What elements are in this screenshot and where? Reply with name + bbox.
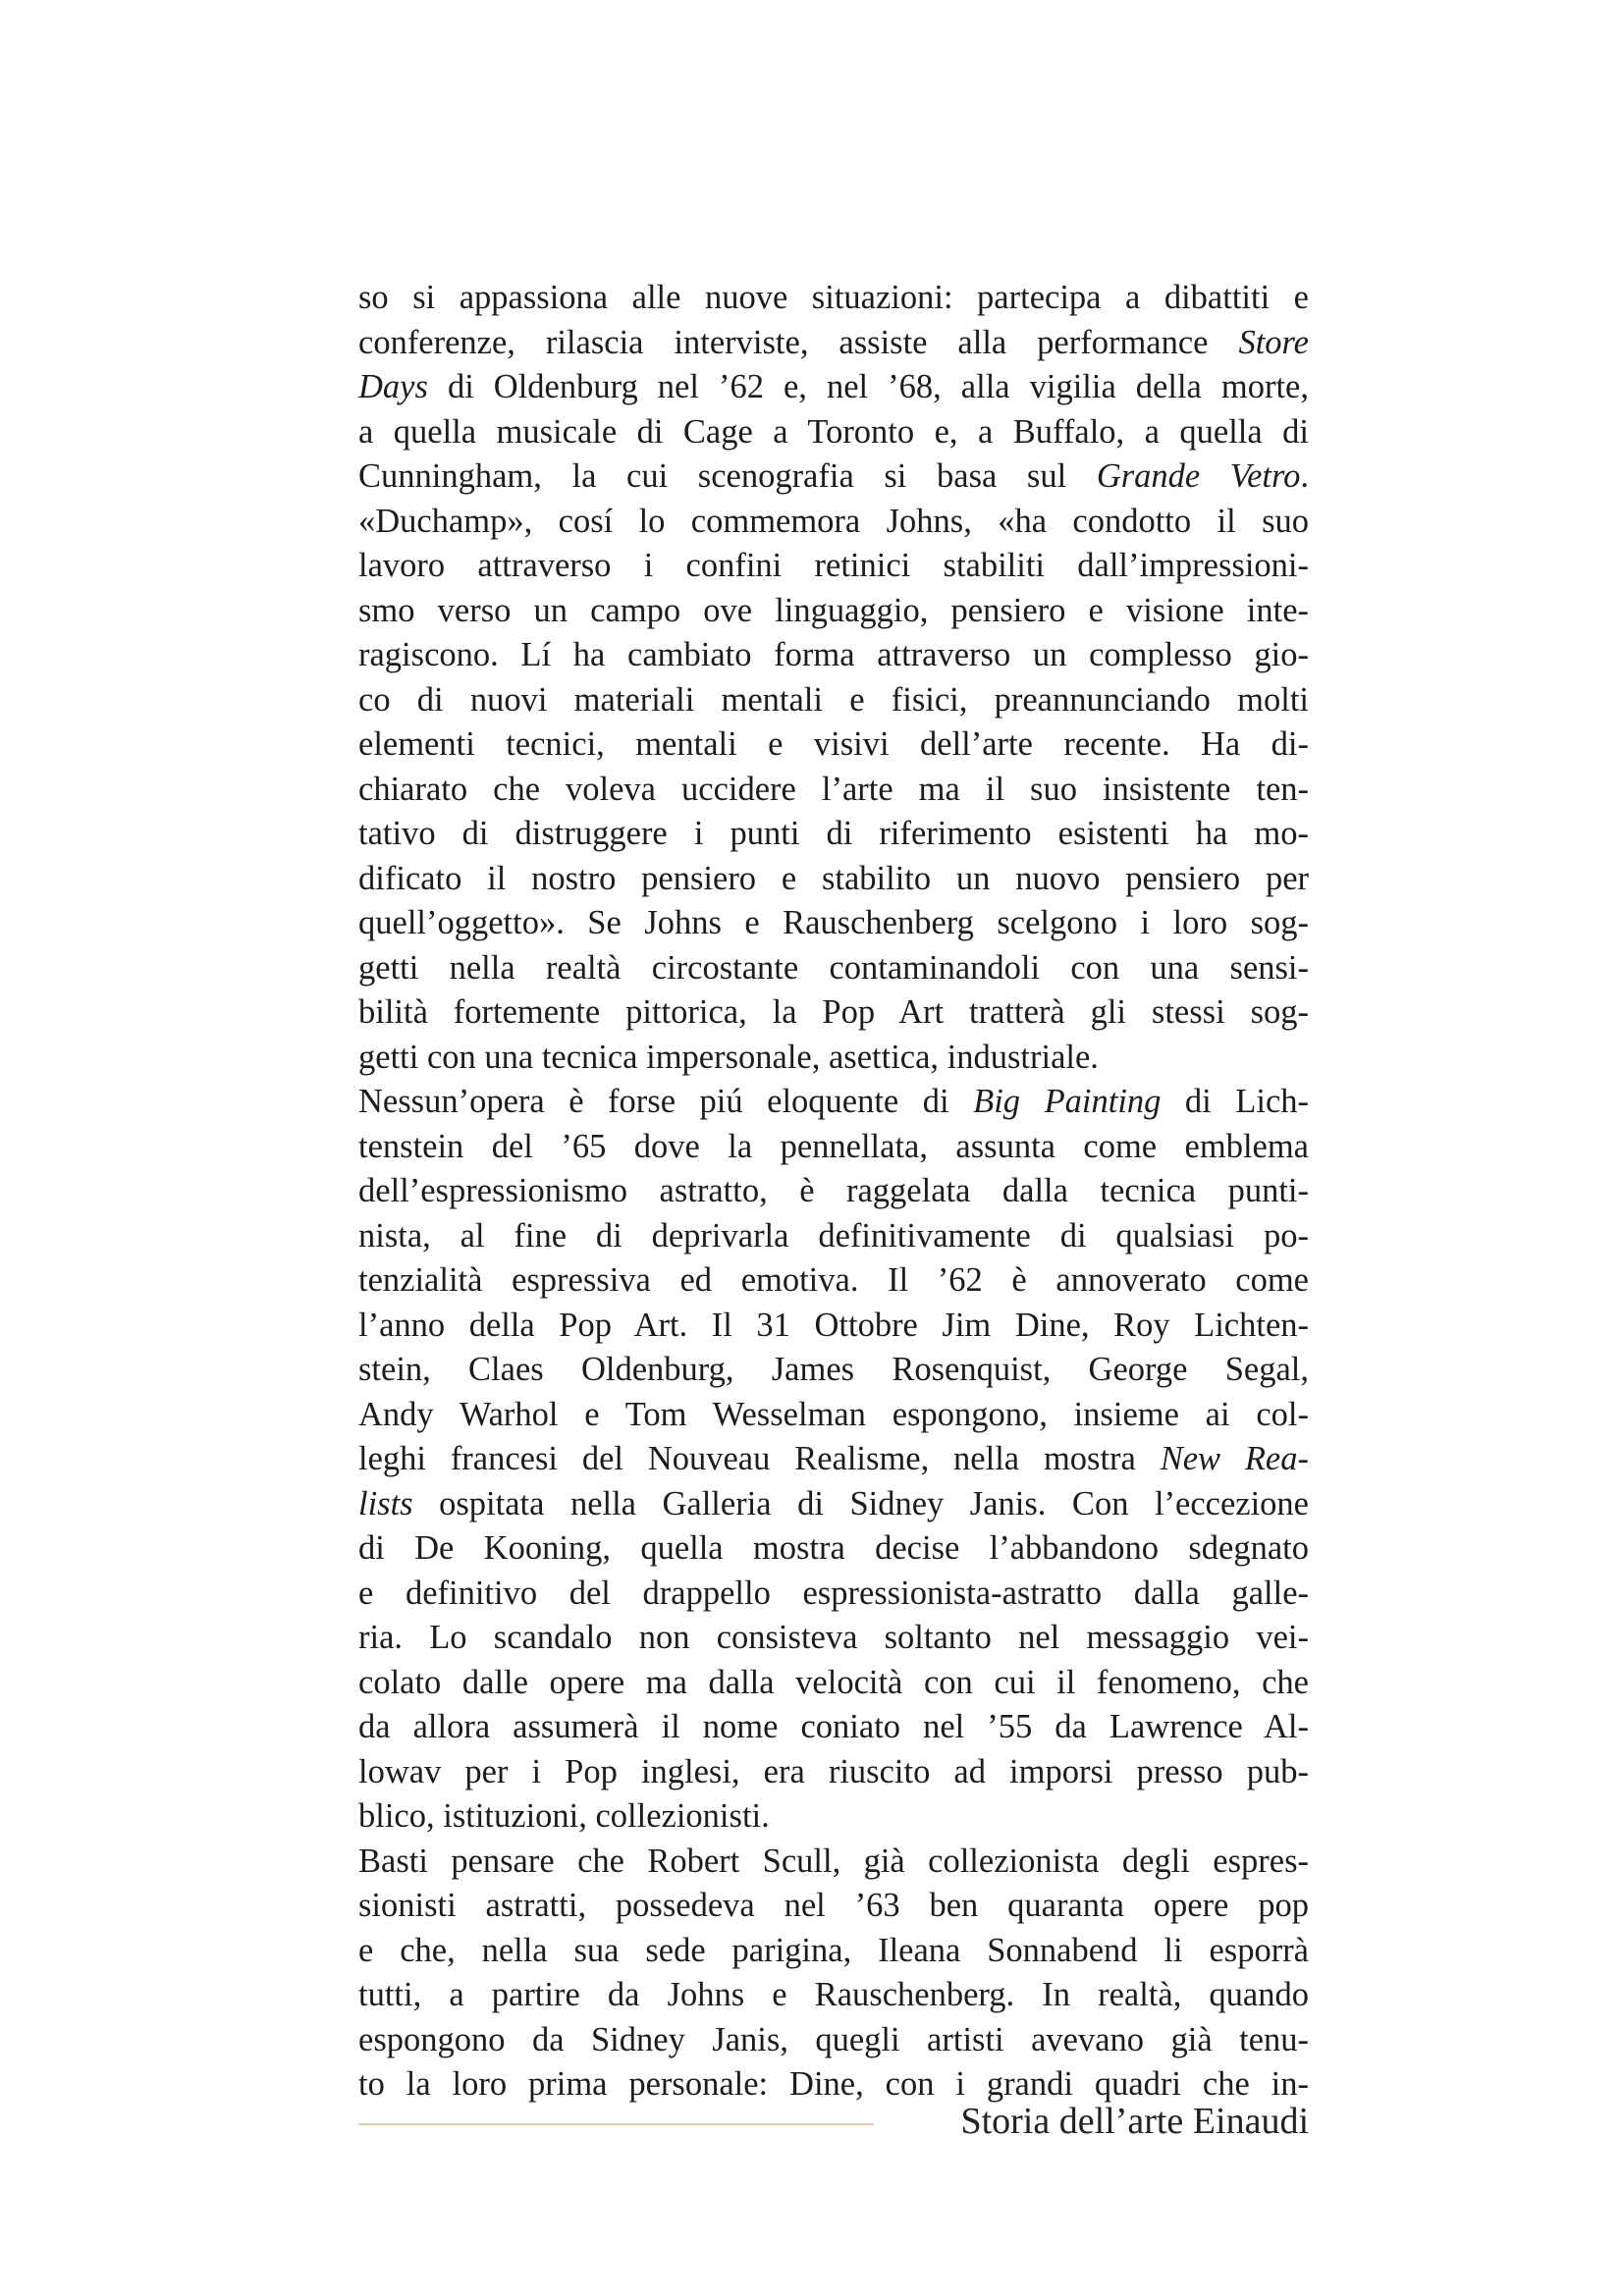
line-text: tutti, a partire da Johns e Rauschenberg. In realtà, quando: [358, 1976, 1309, 2013]
line-text: bilità fortemente pittorica, la Pop Art tratterà gli stessi sog-: [358, 993, 1309, 1031]
line-text: «Duchamp», cosí lo commemora Johns, «ha condotto il suo: [358, 502, 1309, 540]
text-line: [358, 1705, 1309, 1750]
text-line: [358, 1482, 1309, 1527]
italic-title: Grande Vetro: [1096, 457, 1301, 495]
text-line: [358, 1929, 1309, 1974]
line-text: Basti pensare che Robert Scull, già collezionista degli espres-: [358, 1842, 1309, 1880]
text-line: [358, 1125, 1309, 1170]
line-text: di Lich-: [1161, 1083, 1309, 1120]
text-line: [358, 276, 1309, 321]
line-text: tenstein del ’65 dove la pennellata, assunta come emblema: [358, 1127, 1309, 1165]
text-line: [358, 633, 1309, 678]
body-text: [358, 276, 1309, 2108]
footer-title: Storia dell’arte Einaudi: [960, 2101, 1309, 2142]
line-text: chiarato che voleva uccidere l’arte ma il suo insistente ten-: [358, 770, 1309, 808]
text-line: [358, 812, 1309, 857]
text-line: [358, 990, 1309, 1036]
line-text: lavoro attraverso i confini retinici stabiliti dall’impressioni-: [358, 547, 1309, 584]
text-line: [358, 1214, 1309, 1259]
line-text: a quella musicale di Cage a Toronto e, a Buffalo, a quella di: [358, 412, 1309, 451]
line-text: Andy Warhol e Tom Wesselman espongono, insieme ai col-: [358, 1395, 1309, 1433]
line-text: di De Kooning, quella mostra decise l’abbandono sdegnato: [358, 1529, 1309, 1567]
line-text: ospitata nella Galleria di Sidney Janis. Con l’eccezione: [412, 1484, 1309, 1522]
text-line: [358, 454, 1309, 500]
line-text: to la loro prima personale: Dine, con i grandi quadri che in-: [358, 2065, 1309, 2103]
text-line: [358, 500, 1309, 545]
text-line: [358, 589, 1309, 634]
footer-rule: [358, 2123, 874, 2125]
line-text: smo verso un campo ove linguaggio, pensiero e visione inte-: [358, 591, 1309, 629]
line-text: espongono da Sidney Janis, quegli artisti avevano già tenu-: [358, 2020, 1309, 2058]
text-line: [358, 1036, 1309, 1081]
italic-title: Big Painting: [973, 1083, 1162, 1120]
text-line: [358, 1572, 1309, 1617]
text-line: [358, 768, 1309, 813]
text-line: [358, 410, 1309, 455]
italic-title: Store: [1238, 323, 1309, 361]
line-text: getti con una tecnica impersonale, asettica, industriale.: [358, 1038, 1099, 1076]
italic-title: Days: [358, 368, 428, 405]
line-text: conferenze, rilascia interviste, assiste alla performance: [358, 323, 1239, 361]
text-line: [358, 1304, 1309, 1349]
text-line: [358, 1169, 1309, 1214]
text-line: [358, 901, 1309, 946]
text-line: [358, 1393, 1309, 1438]
text-line: [358, 1080, 1309, 1125]
text-line: [358, 1661, 1309, 1706]
line-text: ragiscono. Lí ha cambiato forma attraverso un complesso gio-: [358, 636, 1309, 673]
line-text: so si appassiona alle nuove situazioni: partecipa a dibattiti e: [358, 279, 1309, 316]
text-line: [358, 1258, 1309, 1304]
line-text: getti nella realtà circostante contaminandoli con una sensi-: [358, 948, 1309, 987]
italic-title: lists: [358, 1484, 413, 1522]
line-text: da allora assumerà il nome coniato nel ’55 da Lawrence Al-: [358, 1708, 1309, 1745]
line-text: lowav per i Pop inglesi, era riuscito ad imporsi presso pub-: [358, 1752, 1309, 1790]
line-text: blico, istituzioni, collezionisti.: [358, 1797, 770, 1835]
line-text: co di nuovi materiali mentali e fisici, preannunciando molti: [358, 680, 1309, 719]
italic-title: New Rea-: [1160, 1440, 1309, 1477]
line-text: elementi tecnici, mentali e visivi dell’arte recente. Ha di-: [358, 725, 1309, 763]
line-text: Cunningham, la cui scenografia si basa sul: [358, 457, 1097, 495]
text-line: [358, 678, 1309, 723]
text-line: [358, 1616, 1309, 1661]
text-line: [358, 1750, 1309, 1795]
line-text: tativo di distruggere i punti di riferimento esistenti ha mo-: [358, 815, 1309, 852]
line-text: l’anno della Pop Art. Il 31 Ottobre Jim Dine, Roy Lichten-: [358, 1306, 1309, 1344]
line-text: quell’oggetto». Se Johns e Rauschenberg scelgono i loro sog-: [358, 904, 1309, 941]
line-text: Nessun’opera è forse piú eloquente di: [358, 1083, 974, 1120]
line-text: dificato il nostro pensiero e stabilito un nuovo pensiero per: [358, 859, 1309, 897]
line-text: sionisti astratti, possedeva nel ’63 ben quaranta opere pop: [358, 1887, 1309, 1924]
text-line: [358, 1973, 1309, 2018]
text-line: [358, 1794, 1309, 1840]
line-text: leghi francesi del Nouveau Realisme, nella mostra: [358, 1440, 1161, 1477]
text-line: [358, 946, 1309, 991]
text-line: [358, 1437, 1309, 1482]
text-line: [358, 722, 1309, 768]
line-text: di Oldenburg nel ’62 e, nel ’68, alla vigilia della morte,: [427, 368, 1309, 405]
text-line: [358, 1348, 1309, 1393]
line-text: e che, nella sua sede parigina, Ileana Sonnabend li esporrà: [358, 1931, 1309, 1969]
line-text: colato dalle opere ma dalla velocità con cui il fenomeno, che: [358, 1663, 1309, 1701]
line-text: ria. Lo scandalo non consisteva soltanto nel messaggio vei-: [358, 1619, 1309, 1656]
line-text: tenzialità espressiva ed emotiva. Il ’62 è annoverato come: [358, 1261, 1309, 1299]
text-line: [358, 1884, 1309, 1929]
line-text: .: [1300, 457, 1310, 495]
text-line: [358, 1840, 1309, 1885]
text-line: [358, 1526, 1309, 1572]
line-text: stein, Claes Oldenburg, James Rosenquist, George Segal,: [358, 1351, 1309, 1388]
line-text: nista, al fine di deprivarla definitivamente di qualsiasi po-: [358, 1216, 1309, 1255]
text-line: [358, 365, 1309, 410]
text-line: [358, 544, 1309, 589]
text-line: [358, 2018, 1309, 2063]
line-text: dell’espressionismo astratto, è raggelata dalla tecnica punti-: [358, 1172, 1309, 1209]
line-text: e definitivo del drappello espressionista-astratto dalla galle-: [358, 1574, 1309, 1612]
text-line: [358, 857, 1309, 902]
text-line: [358, 321, 1309, 366]
